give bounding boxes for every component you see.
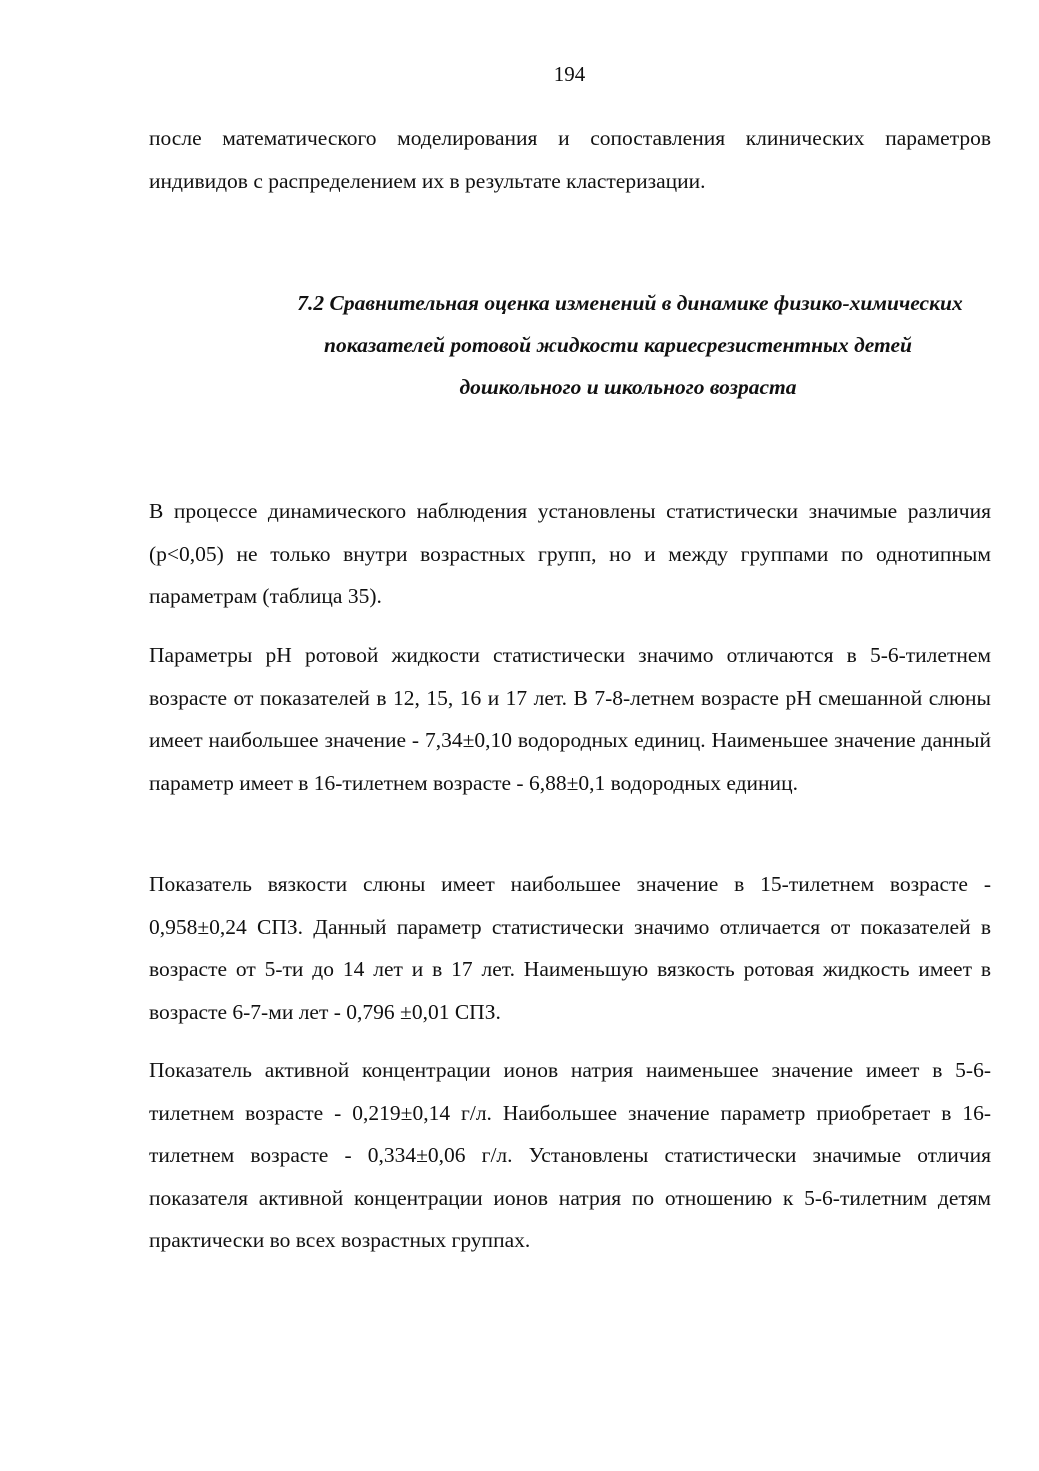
page-number: 194 <box>553 62 586 86</box>
paragraph-ph: Параметры pH ротовой жидкости статистически значимо отличаются в 5-6-тилетнем возрасте от показателей в 12, 15, 16 и 17 лет. В 7-8-летнем возрасте pH смешанной слюны имеет наибольшее значение - 7,34±0,10 водородных единиц. Наименьшее значение данный параметр имеет в 16-тилетнем возрасте - 6,88±0,1 водородных единиц. <box>149 643 991 795</box>
paragraph-viscosity: Показатель вязкости слюны имеет наибольшее значение в 15-тилетнем возрасте - 0,958±0,24 СПЗ. Данный параметр статистически значимо отличается от показателей в возрасте от 5-ти до 14 лет и в 17 лет. Наименьшую вязкость ротовая жидкость имеет в возрасте 6-7-ми лет - 0,796 ±0,01 СПЗ. <box>149 872 991 1024</box>
intro-paragraph: после математического моделирования и сопоставления клинических параметров индивидов с распределением их в результате кластеризации. <box>149 126 991 193</box>
section-heading-line-3: дошкольного и школьного возраста <box>459 375 797 399</box>
section-heading-line-2: показателей ротовой жидкости кариесрезистентных детей <box>324 333 912 357</box>
section-heading <box>149 282 991 408</box>
section-heading-line-1: 7.2 Сравнительная оценка изменений в динамике физико-химических <box>297 291 963 315</box>
paragraph-sodium: Показатель активной концентрации ионов натрия наименьшее значение имеет в 5-6-тилетнем возрасте - 0,219±0,14 г/л. Наибольшее значение параметр приобретает в 16-тилетнем возрасте - 0,334±0,06 г/л. Установлены статистически значимые отличия показателя активной концентрации ионов натрия по отношению к 5-6-тилетним детям практически во всех возрастных группах. <box>149 1058 991 1252</box>
paragraph-dynamics: В процессе динамического наблюдения установлены статистически значимые различия (р<0,05) не только внутри возрастных групп, но и между группами по однотипным параметрам (таблица 35). <box>149 499 991 608</box>
